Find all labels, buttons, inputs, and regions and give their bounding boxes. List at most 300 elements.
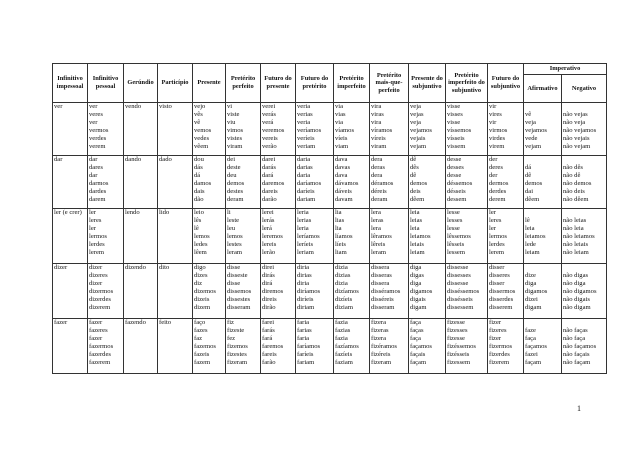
conjugation-form: disserem [489,303,513,311]
conjugation-form: dai [525,187,534,195]
conjugation-form: dizer [89,264,103,271]
conjugation-form: fazemos [194,342,216,350]
conjugation-form: daremos [262,179,285,187]
conjugation-form: fizéreis [371,350,391,358]
conjugation-form: fizerem [489,358,510,366]
conjugation-form: lerás [262,216,275,224]
conjugation-form: veria [297,118,311,126]
conjugation-form: disse [227,279,241,287]
conjugation-form: demos [227,179,245,187]
cell-gerundio [124,103,158,156]
conjugation-form: ler (e crer) [54,209,82,216]
conjugation-form: lerdes [489,240,505,248]
cell-futuro-preterito [296,264,334,319]
conjugation-form: não digam [563,303,591,311]
conjugation-form: lesse [447,224,460,232]
conjugation-form: dizer [54,264,68,271]
conjugation-form: vemos [194,126,212,134]
conjugation-form: ler [89,224,96,232]
conjugation-form: víramos [371,126,393,134]
conjugation-form: leiam [410,248,425,256]
conjugation-form: vias [335,110,346,118]
conjugation-form: leia [410,224,420,232]
header-preterito-perfeito: Pretérito perfeito [226,64,261,103]
conjugation-form: daríamos [297,179,322,187]
conjugation-form: não leia [563,224,584,232]
conjugation-form: fizeres [489,326,507,334]
conjugation-form: faças [410,326,424,334]
conjugation-form: der [489,156,498,163]
conjugation-form: fazei [525,350,538,358]
conjugation-form: dissera [371,264,390,271]
conjugation-form: fazem [194,358,211,366]
cell-futuro-preterito [296,156,334,209]
conjugation-form: dissesses [447,271,471,279]
conjugation-form: ledes [194,240,208,248]
cell-imperativo-afirmativo [524,103,562,156]
conjugation-table [52,63,607,374]
conjugation-form: derdes [489,187,507,195]
conjugation-form: leria [297,224,309,232]
cell-mais-que-perfeito [370,319,409,374]
conjugation-form: desse [447,156,462,163]
conjugation-form: leram [227,248,243,256]
conjugation-form: não vejamos [563,126,597,134]
cell-infinitivo-impessoal [53,264,88,319]
conjugation-form: dáveis [335,187,352,195]
conjugation-form: não vejais [563,134,590,142]
conjugation-form: via [335,118,344,126]
conjugation-form: visse [447,118,461,126]
conjugation-form: fizestes [227,350,247,358]
cell-futuro-preterito [296,103,334,156]
conjugation-form: lera [371,209,381,216]
conjugation-form: vísseis [447,134,465,142]
cell-preterito-perfeito [226,209,261,264]
conjugation-form: dera [371,156,383,163]
conjugation-form: vejam [525,142,542,150]
conjugation-form: fazíamos [335,342,359,350]
conjugation-form: fizeram [227,358,248,366]
conjugation-form: disséreis [371,295,394,303]
conjugation-form: daria [297,156,311,163]
conjugation-form: visses [447,110,463,118]
conjugation-form: vermos [89,126,109,134]
conjugation-form: veja [410,103,421,110]
conjugation-form: desse [447,171,462,179]
conjugation-form: não veja [563,118,586,126]
header-row-top [53,64,607,75]
conjugation-form: viras [371,110,384,118]
conjugation-form: lêsseis [447,240,465,248]
conjugation-form: dizíeis [335,295,353,303]
cell-gerundio [124,209,158,264]
conjugation-form: leres [489,216,502,224]
conjugation-form [525,209,560,217]
conjugation-form: vira [371,118,382,126]
cell-futuro-presente [261,319,296,374]
conjugation-form: ler [489,224,496,232]
conjugation-form: fareis [262,350,277,358]
conjugation-form: der [489,171,498,179]
conjugation-form: leríeis [297,240,314,248]
conjugation-form: dê [410,171,417,179]
conjugation-form: leiamos [525,232,546,240]
cell-gerundio [124,264,158,319]
cell-preterito-imperfeito [334,209,370,264]
conjugation-form: lerá [262,224,272,232]
conjugation-form: leremos [262,232,283,240]
cell-infinitivo-impessoal [53,103,88,156]
conjugation-form: virmos [489,126,508,134]
conjugation-form: veremos [262,126,285,134]
cell-futuro-subjuntivo [488,264,524,319]
conjugation-form: feito [159,319,172,326]
header-mais-que-perfeito: Pretérito mais-que-perfeito [370,64,409,103]
cell-presente-subjuntivo [409,264,446,319]
conjugation-form: dermos [489,179,509,187]
conjugation-form: líeis [335,240,346,248]
conjugation-form: déssemos [447,179,473,187]
conjugation-form: veríeis [297,134,315,142]
conjugation-form: não leiamos [563,232,595,240]
cell-presente [193,103,226,156]
conjugation-form: darão [262,195,277,203]
conjugation-form [525,319,560,327]
cell-futuro-preterito [296,319,334,374]
conjugation-form: digam [410,303,427,311]
cell-infinitivo-pessoal [88,264,124,319]
conjugation-form: dize [525,271,536,279]
conjugation-form: não digais [563,295,590,303]
conjugation-form: diríamos [297,287,321,295]
conjugation-form: deu [227,171,237,179]
conjugation-form: dirão [262,303,276,311]
conjugation-form: faremos [262,342,284,350]
conjugation-form: fizerdes [489,350,510,358]
conjugation-form: lido [159,209,170,216]
conjugation-form: dissera [371,279,390,287]
cell-imperativo-negativo [562,103,607,156]
conjugation-form: dissestes [227,295,251,303]
cell-infinitivo-pessoal [88,319,124,374]
conjugation-form: darei [262,156,276,163]
cell-mais-que-perfeito [370,264,409,319]
conjugation-form: demos [525,179,543,187]
conjugation-form: farás [262,326,275,334]
conjugation-form: lendo [125,209,140,216]
verb-row-fazer [53,319,607,374]
conjugation-form: lerem [489,248,505,256]
conjugation-form: demos [410,179,428,187]
conjugation-form: lêramos [371,232,392,240]
conjugation-form: dizias [335,271,351,279]
conjugation-form: dando [125,156,142,163]
header-futuro-preterito: Futuro do pretérito [296,64,334,103]
conjugation-form: diga [525,279,537,287]
conjugation-form: dares [89,163,103,171]
conjugation-form: verem [89,142,106,150]
conjugation-form: fizer [489,334,502,342]
conjugation-form: fizeste [227,326,245,334]
conjugation-form [525,264,560,272]
conjugation-form: verão [262,142,277,150]
conjugation-form: fizera [371,334,387,342]
conjugation-form: não diga [563,279,586,287]
verb-row-dar [53,156,607,209]
conjugation-form: disseste [227,271,248,279]
conjugation-form [525,156,560,164]
conjugation-form: dizei [525,295,538,303]
conjugation-form: dou [194,156,204,163]
conjugation-form: diremos [262,287,284,295]
cell-presente [193,264,226,319]
conjugation-form: dê [410,156,417,163]
header-presente-subjuntivo: Presente do subjuntivo [409,64,446,103]
conjugation-form: ler [489,209,496,216]
conjugation-form: fazerdes [89,350,111,358]
conjugation-form: vejas [410,110,424,118]
conjugation-form: fizessem [447,358,471,366]
cell-presente [193,209,226,264]
header-preterito-imperfeito: Pretérito imperfeito [334,64,370,103]
conjugation-form: deis [410,187,421,195]
conjugation-form: lera [371,224,381,232]
conjugation-form: davas [335,163,351,171]
conjugation-form: fizéssemos [447,342,476,350]
conjugation-form: leram [371,248,387,256]
conjugation-form: dado [159,156,172,163]
conjugation-form: lêreis [371,240,386,248]
conjugation-form: vendo [125,103,142,110]
conjugation-form: dirás [262,271,275,279]
conjugation-form: dariam [297,195,316,203]
conjugation-form: vê [525,110,532,118]
cell-futuro-presente [261,209,296,264]
conjugation-form: vês [194,110,203,118]
conjugation-form: fará [262,334,273,342]
conjugation-form: dessem [447,195,467,203]
conjugation-form: dávamos [335,179,359,187]
conjugation-form: dirias [297,271,312,279]
conjugation-form: não leiais [563,240,589,248]
conjugation-form: damos [194,179,212,187]
conjugation-form: fazeres [89,326,108,334]
conjugation-form [563,264,605,272]
conjugation-form: digamos [525,287,548,295]
conjugation-form: lerão [262,248,276,256]
conjugation-form: dissesse [447,279,469,287]
conjugation-form: vires [489,110,502,118]
conjugation-form: darás [262,163,276,171]
conjugation-form: dito [159,264,170,271]
conjugation-form: vi [227,103,233,110]
conjugation-form: lesses [447,216,463,224]
conjugation-form: lias [335,216,345,224]
cell-presente-subjuntivo [409,319,446,374]
conjugation-form: deram [371,195,388,203]
conjugation-form: fizesses [447,326,468,334]
cell-infinitivo-impessoal [53,209,88,264]
conjugation-form: lessem [447,248,465,256]
conjugation-form: lêssemos [447,232,471,240]
conjugation-form: dizerem [89,303,111,311]
conjugation-form: dissermos [489,287,516,295]
conjugation-form: viu [227,118,236,126]
conjugation-form: víreis [371,134,386,142]
cell-imperfeito-subjuntivo [446,103,488,156]
conjugation-form: veríamos [297,126,322,134]
conjugation-form: verdes [89,134,107,142]
conjugation-form: dá [194,171,201,179]
conjugation-form: dar [89,171,98,179]
conjugation-form: leria [297,209,309,216]
cell-imperfeito-subjuntivo [446,209,488,264]
conjugation-form: fizermos [489,342,513,350]
conjugation-form: não vejam [563,142,591,150]
conjugation-form: leia [525,224,535,232]
cell-imperfeito-subjuntivo [446,319,488,374]
conjugation-form: visto [159,103,172,110]
conjugation-form: leiais [410,240,424,248]
conjugation-form: fez [227,334,236,342]
conjugation-form: vissem [447,142,466,150]
conjugation-form: fazes [194,326,208,334]
cell-futuro-subjuntivo [488,156,524,209]
conjugation-form: dás [194,163,203,171]
conjugation-form: dizia [335,264,348,271]
conjugation-form: víssemos [447,126,472,134]
conjugation-form [563,319,605,327]
conjugation-form: disse [227,264,241,271]
conjugation-form: vejamos [410,126,432,134]
conjugation-form: fazermos [89,342,114,350]
conjugation-form: vejo [194,103,206,110]
page-number: 1 [577,404,581,413]
conjugation-form: dei [227,156,236,163]
conjugation-form: fizeram [371,358,392,366]
cell-mais-que-perfeito [370,209,409,264]
cell-infinitivo-pessoal [88,156,124,209]
header-participio: Particípio [158,64,193,103]
conjugation-form: dava [335,156,348,163]
conjugation-form: leia [410,209,420,216]
header-futuro-subjuntivo: Futuro do subjuntivo [488,64,524,103]
cell-gerundio [124,319,158,374]
cell-participio [158,209,193,264]
conjugation-form [525,103,560,111]
conjugation-form: diziam [335,303,353,311]
conjugation-form: não façam [563,358,591,366]
conjugation-form: dar [89,156,98,163]
cell-imperativo-afirmativo [524,264,562,319]
conjugation-form: fazer [89,334,103,342]
conjugation-form: fizera [371,319,387,326]
conjugation-form: vimos [227,126,244,134]
conjugation-form: não dêem [563,195,589,203]
conjugation-form: lerem [89,248,105,256]
conjugation-form: dizíamos [335,287,359,295]
verb-row-ver [53,103,607,156]
conjugation-form: fizésseis [447,350,470,358]
cell-futuro-presente [261,156,296,209]
cell-preterito-imperfeito [334,156,370,209]
conjugation-form: darem [89,195,106,203]
conjugation-form: dizes [194,271,208,279]
conjugation-form: lêem [194,248,207,256]
conjugation-form: disseras [371,271,392,279]
header-afirmativo: Afirmativo [524,75,562,103]
conjugation-form: visse [447,103,461,110]
conjugation-form: liam [335,248,347,256]
conjugation-form: via [335,103,344,110]
conjugation-form: dá [525,163,532,171]
verb-row-dizer [53,264,607,319]
conjugation-form: disseram [371,303,395,311]
conjugation-form: dizemos [194,287,216,295]
conjugation-form: vedes [194,134,210,142]
conjugation-form: leiam [525,248,540,256]
conjugation-form: dissesse [447,264,469,271]
conjugation-form: dizeis [194,295,210,303]
conjugation-form: fazeis [194,350,210,358]
conjugation-form: déramos [371,179,394,187]
conjugation-form: dão [194,195,204,203]
conjugation-form [563,103,605,111]
conjugation-form: faziam [335,358,353,366]
cell-preterito-imperfeito [334,103,370,156]
conjugation-form: líamos [335,232,353,240]
conjugation-form: dera [371,171,383,179]
cell-futuro-presente [261,264,296,319]
conjugation-form: verá [262,118,274,126]
conjugation-form: verias [297,110,313,118]
conjugation-form: ver [54,103,63,110]
conjugation-body [53,103,607,374]
conjugation-form: faríamos [297,342,321,350]
conjugation-form: dizendo [125,264,146,271]
conjugation-form: leias [410,216,423,224]
conjugation-form: fazer [54,319,68,326]
conjugation-form: darmos [89,179,109,187]
header-gerundio: Gerúndio [124,64,158,103]
conjugation-form: dar [54,156,63,163]
conjugation-form: faça [410,319,421,326]
conjugation-form: diga [410,264,422,271]
cell-preterito-imperfeito [334,264,370,319]
conjugation-form: faria [297,334,310,342]
conjugation-form: lia [335,224,342,232]
conjugation-form [563,209,605,217]
conjugation-form: darias [297,163,313,171]
conjugation-form: vejam [410,142,427,150]
cell-presente-subjuntivo [409,156,446,209]
cell-futuro-subjuntivo [488,209,524,264]
cell-imperativo-negativo [562,319,607,374]
conjugation-form: disser [489,279,505,287]
conjugation-form: vejamos [525,126,547,134]
conjugation-form: façamos [525,342,547,350]
conjugation-form: direi [262,264,275,271]
conjugation-form: virem [489,142,505,150]
conjugation-form: fazendo [125,319,146,326]
conjugation-form: dardes [89,187,107,195]
conjugation-form: lê [194,224,199,232]
conjugation-form: lereis [262,240,277,248]
conjugation-form: lede [525,240,536,248]
conjugation-form: faria [297,319,310,326]
cell-presente-subjuntivo [409,209,446,264]
